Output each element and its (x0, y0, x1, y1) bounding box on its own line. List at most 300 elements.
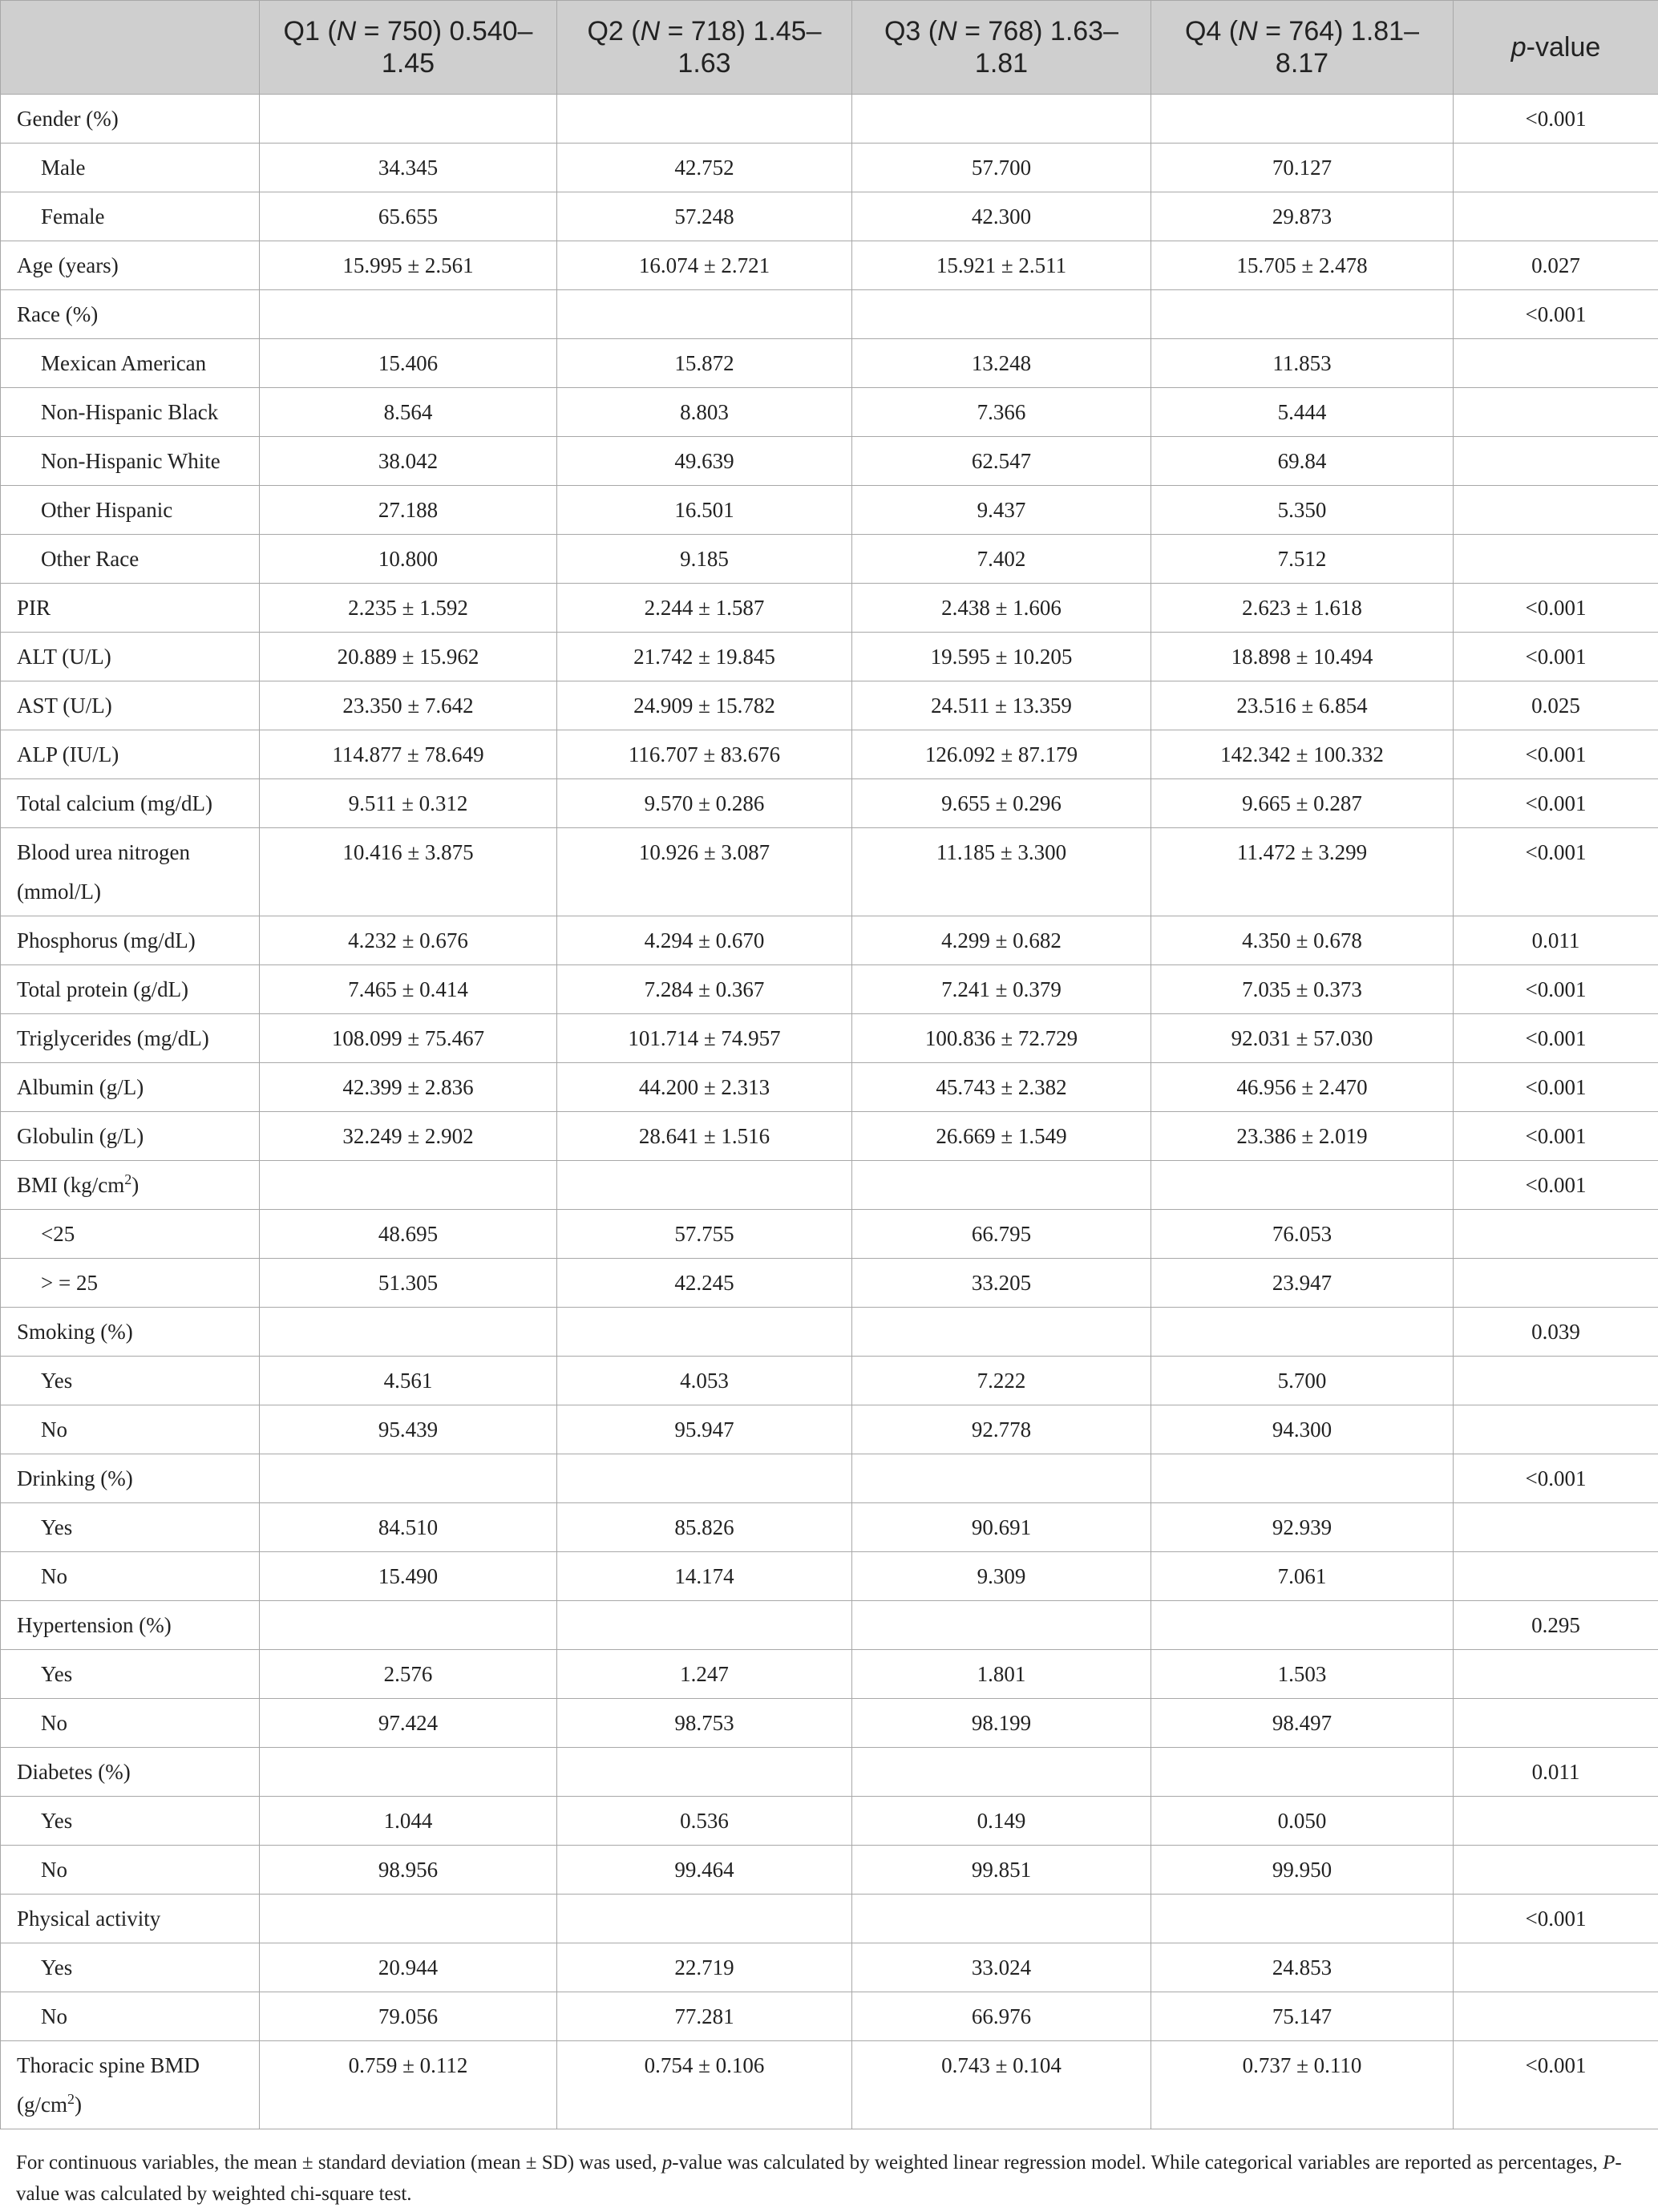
row-label (1, 2041, 260, 2129)
table-row (1, 1259, 1658, 1308)
q2-value-cell: 2.244 ± 1.587 (557, 584, 852, 633)
q4-value-cell: 92.031 ± 57.030 (1151, 1014, 1454, 1063)
row-label (1, 584, 260, 633)
q4-value-cell: 1.503 (1151, 1650, 1454, 1699)
header-q2 (557, 1, 852, 95)
q1-value-cell: 108.099 ± 75.467 (260, 1014, 557, 1063)
table-row (1, 916, 1658, 965)
q4-value-cell: 69.84 (1151, 437, 1454, 486)
row-label-text: No (41, 1857, 67, 1882)
p-value-cell (1454, 388, 1658, 437)
header-q1 (260, 1, 557, 95)
row-label (1, 1797, 260, 1846)
table-row (1, 1601, 1658, 1650)
footnote-part2: -value was calculated by weighted linear regression model. While categorical variables are reported as percentages, (672, 2152, 1603, 2174)
q2-value-cell: 21.742 ± 19.845 (557, 633, 852, 681)
p-value-cell: 0.025 (1454, 681, 1658, 730)
row-label-text: No (41, 1417, 67, 1442)
q1-value-cell: 4.232 ± 0.676 (260, 916, 557, 965)
q3-value-cell: 1.801 (852, 1650, 1151, 1699)
row-label (1, 1699, 260, 1748)
row-label (1, 1503, 260, 1552)
table-row (1, 2041, 1658, 2129)
p-value-cell (1454, 1210, 1658, 1259)
q1-value-cell (260, 1308, 557, 1357)
p-value-cell: <0.001 (1454, 584, 1658, 633)
row-label (1, 95, 260, 144)
table-row (1, 1650, 1658, 1699)
row-label (1, 779, 260, 828)
q2-value-cell: 4.053 (557, 1357, 852, 1405)
row-label (1, 1357, 260, 1405)
q1-value-cell: 32.249 ± 2.902 (260, 1112, 557, 1161)
row-label-text: Other Hispanic (41, 497, 173, 522)
q2-value-cell: 28.641 ± 1.516 (557, 1112, 852, 1161)
q4-value-cell: 70.127 (1151, 144, 1454, 192)
q1-value-cell: 79.056 (260, 1992, 557, 2041)
row-label-text: Non-Hispanic Black (41, 399, 219, 424)
q2-value-cell: 9.570 ± 0.286 (557, 779, 852, 828)
q1-value-cell: 15.490 (260, 1552, 557, 1601)
row-label-superscript: 2 (124, 1171, 132, 1187)
header-q4-n: N (1238, 16, 1258, 47)
q4-value-cell: 76.053 (1151, 1210, 1454, 1259)
row-label-text: Age (years) (17, 253, 119, 277)
table-row (1, 1943, 1658, 1992)
q3-value-cell: 92.778 (852, 1405, 1151, 1454)
row-label-text: Smoking (%) (17, 1319, 133, 1344)
q4-value-cell: 9.665 ± 0.287 (1151, 779, 1454, 828)
header-q4 (1151, 1, 1454, 95)
q2-value-cell: 44.200 ± 2.313 (557, 1063, 852, 1112)
q3-value-cell: 90.691 (852, 1503, 1151, 1552)
q3-value-cell: 66.976 (852, 1992, 1151, 2041)
row-label (1, 437, 260, 486)
row-label-text: PIR (17, 595, 51, 620)
p-value-cell: <0.001 (1454, 965, 1658, 1014)
p-value-cell (1454, 535, 1658, 584)
row-label-text: BMI (kg/cm (17, 1172, 125, 1197)
q3-value-cell (852, 1454, 1151, 1503)
table-row (1, 965, 1658, 1014)
header-q3 (852, 1, 1151, 95)
table-row (1, 486, 1658, 535)
q1-value-cell: 20.889 ± 15.962 (260, 633, 557, 681)
q1-value-cell: 2.576 (260, 1650, 557, 1699)
row-label (1, 965, 260, 1014)
p-value-cell: <0.001 (1454, 633, 1658, 681)
q2-value-cell: 10.926 ± 3.087 (557, 828, 852, 916)
q4-value-cell: 0.050 (1151, 1797, 1454, 1846)
q4-value-cell: 7.512 (1151, 535, 1454, 584)
p-value-cell (1454, 1797, 1658, 1846)
row-label (1, 1650, 260, 1699)
row-label-text: No (41, 2004, 67, 2028)
header-row (1, 1, 1658, 95)
q4-value-cell: 5.444 (1151, 388, 1454, 437)
q3-value-cell: 57.700 (852, 144, 1151, 192)
q2-value-cell: 0.536 (557, 1797, 852, 1846)
row-label-text: Race (%) (17, 301, 99, 326)
table-row (1, 241, 1658, 290)
q4-value-cell: 23.947 (1151, 1259, 1454, 1308)
footnote-p2: P (1603, 2152, 1616, 2174)
row-label-text: Drinking (%) (17, 1466, 133, 1490)
q1-value-cell: 95.439 (260, 1405, 557, 1454)
p-value-cell: 0.027 (1454, 241, 1658, 290)
q2-value-cell: 57.248 (557, 192, 852, 241)
table-row (1, 828, 1658, 916)
row-label (1, 192, 260, 241)
p-value-cell (1454, 1503, 1658, 1552)
p-value-cell (1454, 486, 1658, 535)
row-label (1, 916, 260, 965)
p-value-cell (1454, 1650, 1658, 1699)
row-label (1, 1601, 260, 1650)
q1-value-cell: 34.345 (260, 144, 557, 192)
row-label (1, 1992, 260, 2041)
q4-value-cell (1151, 95, 1454, 144)
q2-value-cell (557, 1895, 852, 1943)
header-q4-prefix: Q4 ( (1184, 16, 1239, 47)
p-value-cell: <0.001 (1454, 95, 1658, 144)
table-body (1, 95, 1658, 2129)
p-value-cell (1454, 1699, 1658, 1748)
footnote-p1: p (661, 2152, 673, 2174)
q2-value-cell: 4.294 ± 0.670 (557, 916, 852, 965)
q3-value-cell (852, 1601, 1151, 1650)
q3-value-cell: 99.851 (852, 1846, 1151, 1895)
row-label-text: Yes (41, 1955, 73, 1979)
q4-value-cell: 18.898 ± 10.494 (1151, 633, 1454, 681)
q4-value-cell: 2.623 ± 1.618 (1151, 584, 1454, 633)
row-label-text: Albumin (g/L) (17, 1074, 144, 1099)
q3-value-cell: 0.149 (852, 1797, 1151, 1846)
row-label-text: Yes (41, 1368, 73, 1393)
row-label-text: Total protein (g/dL) (17, 977, 189, 1001)
table-row (1, 1748, 1658, 1797)
q3-value-cell (852, 1308, 1151, 1357)
q3-value-cell: 7.402 (852, 535, 1151, 584)
row-label (1, 486, 260, 535)
q1-value-cell: 2.235 ± 1.592 (260, 584, 557, 633)
q3-value-cell: 11.185 ± 3.300 (852, 828, 1151, 916)
q2-value-cell: 77.281 (557, 1992, 852, 2041)
table-row (1, 1552, 1658, 1601)
q1-value-cell: 0.759 ± 0.112 (260, 2041, 557, 2129)
q2-value-cell: 98.753 (557, 1699, 852, 1748)
q3-value-cell: 4.299 ± 0.682 (852, 916, 1151, 965)
row-label (1, 290, 260, 339)
q2-value-cell: 85.826 (557, 1503, 852, 1552)
table-row (1, 1210, 1658, 1259)
q1-value-cell (260, 1895, 557, 1943)
q1-value-cell (260, 1454, 557, 1503)
q2-value-cell: 0.754 ± 0.106 (557, 2041, 852, 2129)
q4-value-cell: 7.061 (1151, 1552, 1454, 1601)
q2-value-cell: 8.803 (557, 388, 852, 437)
q2-value-cell (557, 1161, 852, 1210)
row-label-end: ) (74, 2093, 82, 2117)
header-q3-prefix: Q3 ( (884, 16, 938, 47)
header-p-italic: p (1510, 32, 1527, 63)
q4-value-cell: 0.737 ± 0.110 (1151, 2041, 1454, 2129)
p-value-cell: <0.001 (1454, 1895, 1658, 1943)
row-label-text: Total calcium (mg/dL) (17, 791, 213, 815)
row-label (1, 633, 260, 681)
q2-value-cell: 16.501 (557, 486, 852, 535)
q4-value-cell: 75.147 (1151, 1992, 1454, 2041)
row-label-superscript: 2 (67, 2091, 75, 2107)
q1-value-cell: 1.044 (260, 1797, 557, 1846)
header-q3-n: N (937, 16, 957, 47)
q4-value-cell (1151, 1895, 1454, 1943)
row-label (1, 1259, 260, 1308)
p-value-cell (1454, 1405, 1658, 1454)
row-label (1, 339, 260, 388)
q4-value-cell: 24.853 (1151, 1943, 1454, 1992)
q4-value-cell: 15.705 ± 2.478 (1151, 241, 1454, 290)
table-row (1, 144, 1658, 192)
q4-value-cell (1151, 1454, 1454, 1503)
row-label-end: ) (131, 1172, 140, 1197)
row-label-text: Gender (%) (17, 106, 119, 131)
q2-value-cell: 22.719 (557, 1943, 852, 1992)
table-row (1, 192, 1658, 241)
q2-value-cell (557, 1601, 852, 1650)
footnote-part1: For continuous variables, the mean ± standard deviation (mean ± SD) was used, (16, 2152, 662, 2174)
q3-value-cell: 100.836 ± 72.729 (852, 1014, 1151, 1063)
header-q1-suffix: = 750) 0.540–1.45 (356, 16, 533, 79)
q3-value-cell: 9.655 ± 0.296 (852, 779, 1151, 828)
q3-value-cell: 7.222 (852, 1357, 1151, 1405)
p-value-cell: 0.295 (1454, 1601, 1658, 1650)
q2-value-cell: 57.755 (557, 1210, 852, 1259)
q3-value-cell: 42.300 (852, 192, 1151, 241)
q1-value-cell: 7.465 ± 0.414 (260, 965, 557, 1014)
p-value-cell (1454, 1552, 1658, 1601)
q4-value-cell (1151, 1308, 1454, 1357)
q4-value-cell: 23.516 ± 6.854 (1151, 681, 1454, 730)
q1-value-cell: 114.877 ± 78.649 (260, 730, 557, 779)
header-q1-n: N (336, 16, 357, 47)
table-row (1, 1699, 1658, 1748)
p-value-cell: <0.001 (1454, 1112, 1658, 1161)
row-label (1, 1846, 260, 1895)
p-value-cell (1454, 192, 1658, 241)
table-row (1, 1112, 1658, 1161)
q1-value-cell: 51.305 (260, 1259, 557, 1308)
p-value-cell: <0.001 (1454, 1063, 1658, 1112)
table-row (1, 95, 1658, 144)
q3-value-cell: 24.511 ± 13.359 (852, 681, 1151, 730)
q2-value-cell: 14.174 (557, 1552, 852, 1601)
q4-value-cell: 99.950 (1151, 1846, 1454, 1895)
q2-value-cell (557, 95, 852, 144)
header-q2-prefix: Q2 ( (587, 16, 641, 47)
row-label (1, 1748, 260, 1797)
table-row (1, 1797, 1658, 1846)
p-value-cell: <0.001 (1454, 1454, 1658, 1503)
header-p-value (1454, 1, 1658, 95)
table-row (1, 1014, 1658, 1063)
q4-value-cell (1151, 290, 1454, 339)
q3-value-cell: 126.092 ± 87.179 (852, 730, 1151, 779)
table-row (1, 1895, 1658, 1943)
table-row (1, 1161, 1658, 1210)
table-row (1, 1357, 1658, 1405)
row-label-text: Phosphorus (mg/dL) (17, 928, 196, 952)
p-value-cell: <0.001 (1454, 779, 1658, 828)
q1-value-cell: 97.424 (260, 1699, 557, 1748)
table-row (1, 1454, 1658, 1503)
q2-value-cell (557, 1308, 852, 1357)
p-value-cell: <0.001 (1454, 828, 1658, 916)
header-q3-suffix: = 768) 1.63–1.81 (956, 16, 1118, 79)
row-label-text: No (41, 1563, 67, 1588)
q1-value-cell (260, 1601, 557, 1650)
p-value-cell (1454, 339, 1658, 388)
row-label (1, 1112, 260, 1161)
row-label (1, 1063, 260, 1112)
header-q2-n: N (640, 16, 661, 47)
row-label-text: Mexican American (41, 350, 207, 375)
row-label (1, 144, 260, 192)
q2-value-cell: 15.872 (557, 339, 852, 388)
q2-value-cell: 49.639 (557, 437, 852, 486)
table-row (1, 779, 1658, 828)
header-q1-prefix: Q1 ( (283, 16, 337, 47)
q1-value-cell (260, 1161, 557, 1210)
q1-value-cell: 20.944 (260, 1943, 557, 1992)
q2-value-cell: 16.074 ± 2.721 (557, 241, 852, 290)
p-value-cell (1454, 1846, 1658, 1895)
row-label-text: ALP (IU/L) (17, 742, 119, 766)
table-footnote (0, 2129, 1658, 2210)
q1-value-cell: 4.561 (260, 1357, 557, 1405)
q1-value-cell: 10.416 ± 3.875 (260, 828, 557, 916)
q4-value-cell: 92.939 (1151, 1503, 1454, 1552)
q4-value-cell: 5.700 (1151, 1357, 1454, 1405)
q2-value-cell: 101.714 ± 74.957 (557, 1014, 852, 1063)
q3-value-cell: 15.921 ± 2.511 (852, 241, 1151, 290)
q2-value-cell (557, 1454, 852, 1503)
table-row (1, 584, 1658, 633)
q3-value-cell (852, 1895, 1151, 1943)
q4-value-cell: 46.956 ± 2.470 (1151, 1063, 1454, 1112)
p-value-cell: 0.011 (1454, 916, 1658, 965)
p-value-cell (1454, 1992, 1658, 2041)
q3-value-cell: 2.438 ± 1.606 (852, 584, 1151, 633)
q4-value-cell: 11.472 ± 3.299 (1151, 828, 1454, 916)
q3-value-cell: 98.199 (852, 1699, 1151, 1748)
table-row (1, 339, 1658, 388)
row-label-text: <25 (41, 1221, 75, 1246)
table-row (1, 535, 1658, 584)
row-label (1, 1210, 260, 1259)
q4-value-cell: 98.497 (1151, 1699, 1454, 1748)
q1-value-cell (260, 1748, 557, 1797)
q3-value-cell: 0.743 ± 0.104 (852, 2041, 1151, 2129)
q1-value-cell: 38.042 (260, 437, 557, 486)
row-label-text: Thoracic spine BMD (g/cm (17, 2053, 200, 2117)
q1-value-cell: 84.510 (260, 1503, 557, 1552)
p-value-cell: <0.001 (1454, 290, 1658, 339)
q3-value-cell: 45.743 ± 2.382 (852, 1063, 1151, 1112)
q3-value-cell: 7.366 (852, 388, 1151, 437)
row-label-text: Yes (41, 1514, 73, 1539)
row-label-text: Male (41, 155, 86, 180)
table-row (1, 1308, 1658, 1357)
row-label-text: Non-Hispanic White (41, 448, 220, 473)
q3-value-cell: 7.241 ± 0.379 (852, 965, 1151, 1014)
q3-value-cell (852, 95, 1151, 144)
table-row (1, 633, 1658, 681)
q4-value-cell: 142.342 ± 100.332 (1151, 730, 1454, 779)
row-label-text: No (41, 1710, 67, 1735)
q3-value-cell: 19.595 ± 10.205 (852, 633, 1151, 681)
row-label-text: Hypertension (%) (17, 1612, 172, 1637)
row-label (1, 1014, 260, 1063)
row-label-text: Blood urea nitrogen (mmol/L) (17, 840, 190, 904)
q1-value-cell (260, 290, 557, 339)
q3-value-cell (852, 1748, 1151, 1797)
q3-value-cell: 9.437 (852, 486, 1151, 535)
p-value-cell: 0.011 (1454, 1748, 1658, 1797)
row-label (1, 681, 260, 730)
row-label (1, 730, 260, 779)
p-value-cell (1454, 1357, 1658, 1405)
q3-value-cell: 13.248 (852, 339, 1151, 388)
p-value-cell (1454, 1259, 1658, 1308)
q2-value-cell: 116.707 ± 83.676 (557, 730, 852, 779)
q2-value-cell: 9.185 (557, 535, 852, 584)
q4-value-cell: 4.350 ± 0.678 (1151, 916, 1454, 965)
table-header (1, 1, 1658, 95)
q2-value-cell: 95.947 (557, 1405, 852, 1454)
p-value-cell (1454, 144, 1658, 192)
row-label (1, 1454, 260, 1503)
row-label-text: Physical activity (17, 1906, 161, 1931)
q4-value-cell: 23.386 ± 2.019 (1151, 1112, 1454, 1161)
q1-value-cell: 42.399 ± 2.836 (260, 1063, 557, 1112)
row-label (1, 535, 260, 584)
row-label (1, 1308, 260, 1357)
q1-value-cell: 27.188 (260, 486, 557, 535)
q1-value-cell: 65.655 (260, 192, 557, 241)
footnote-part3: -value was calculated by weighted chi-square test. (16, 2152, 1622, 2205)
row-label-text: Female (41, 204, 105, 228)
row-label-text: Diabetes (%) (17, 1759, 131, 1784)
table-row (1, 388, 1658, 437)
q4-value-cell: 5.350 (1151, 486, 1454, 535)
table-row (1, 1405, 1658, 1454)
q1-value-cell: 98.956 (260, 1846, 557, 1895)
q4-value-cell (1151, 1601, 1454, 1650)
table-row (1, 1063, 1658, 1112)
row-label (1, 388, 260, 437)
q1-value-cell: 48.695 (260, 1210, 557, 1259)
header-q4-suffix: = 764) 1.81–8.17 (1257, 16, 1419, 79)
q2-value-cell: 1.247 (557, 1650, 852, 1699)
q1-value-cell: 23.350 ± 7.642 (260, 681, 557, 730)
q2-value-cell: 42.752 (557, 144, 852, 192)
p-value-cell: <0.001 (1454, 1014, 1658, 1063)
row-label-text: > = 25 (41, 1270, 98, 1295)
table-row (1, 681, 1658, 730)
table-row (1, 437, 1658, 486)
q3-value-cell: 33.024 (852, 1943, 1151, 1992)
